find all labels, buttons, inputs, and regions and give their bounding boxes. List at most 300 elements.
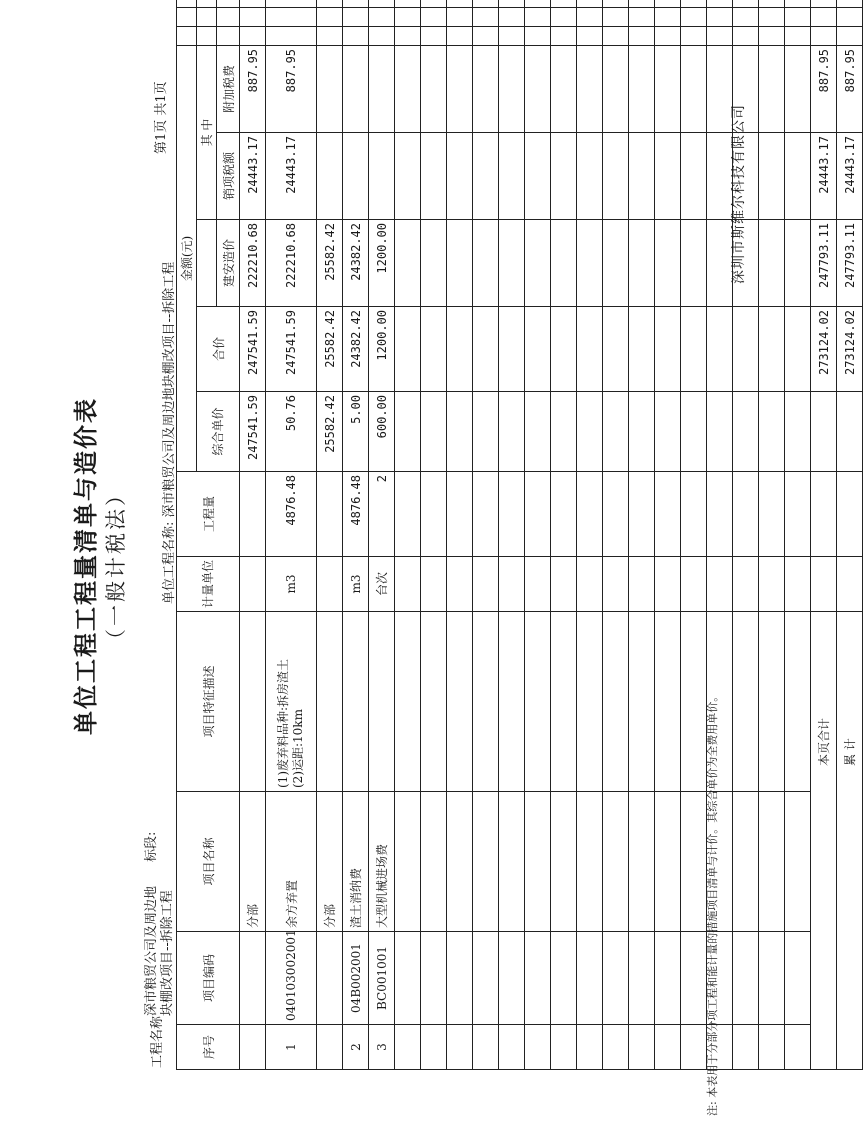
col-total: 合价 [197, 307, 240, 392]
blank-cell [681, 1025, 707, 1070]
blank-cell [197, 0, 217, 7]
blank-cell [473, 612, 499, 792]
blank-cell [629, 612, 655, 792]
blank-cell [525, 133, 551, 220]
blank-cell [629, 0, 655, 7]
cell-unit [317, 557, 343, 612]
cell-total: 247541.59 [266, 307, 317, 392]
blank-cell [837, 472, 863, 557]
blank-cell [655, 932, 681, 1025]
blank-cell [577, 392, 603, 472]
blank-cell [655, 792, 681, 932]
cell-desc [266, 612, 317, 792]
blank-cell [577, 45, 603, 132]
blank-cell [473, 1025, 499, 1070]
blank-cell [759, 1025, 785, 1070]
blank-cell [785, 472, 811, 557]
cell-code: 040103002001 [266, 932, 317, 1025]
blank-cell [603, 792, 629, 932]
blank-cell [421, 307, 447, 392]
blank-cell [577, 932, 603, 1025]
blank-cell [473, 26, 499, 45]
blank-cell [369, 7, 395, 26]
blank-cell [785, 0, 811, 7]
cell-build-cost: 24382.42 [343, 220, 369, 307]
desc-line: (2)运距:10km [291, 709, 305, 788]
blank-cell [603, 307, 629, 392]
blank-cell [603, 26, 629, 45]
table-row [343, 0, 369, 1070]
blank-cell [421, 0, 447, 7]
blank-row [525, 0, 551, 1070]
blank-cell [395, 0, 421, 7]
blank-cell [707, 307, 733, 392]
blank-cell [603, 472, 629, 557]
blank-cell [681, 392, 707, 472]
blank-cell [759, 220, 785, 307]
blank-cell [655, 392, 681, 472]
table-row [369, 0, 395, 1070]
cell-total: 24382.42 [343, 307, 369, 392]
page-total-row [811, 0, 837, 1070]
blank-cell [655, 612, 681, 792]
blank-cell [266, 26, 317, 45]
cell-unit: m3 [266, 557, 317, 612]
blank-cell [499, 0, 525, 7]
blank-cell [629, 307, 655, 392]
blank-row [629, 0, 655, 1070]
desc-line: (1)废弃料品种:拆房渣土 [276, 658, 290, 788]
header-row [177, 0, 197, 1070]
blank-cell [785, 7, 811, 26]
cell-total: 25582.42 [317, 307, 343, 392]
blank-cell [551, 612, 577, 792]
blank-cell [551, 932, 577, 1025]
blank-cell [343, 26, 369, 45]
table-footnote: 注: 本表用于分部分项工程和能计量的措施项目清单与计价。其综合单价为全费用单价。 [706, 690, 719, 1116]
blank-cell [733, 557, 759, 612]
blank-cell [577, 792, 603, 932]
blank-cell [759, 133, 785, 220]
col-unit: 计量单位 [177, 557, 240, 612]
cell-unit-price: 50.76 [266, 392, 317, 472]
blank-cell [217, 0, 240, 7]
blank-cell [603, 220, 629, 307]
blank-cell [603, 0, 629, 7]
blank-cell [240, 26, 266, 45]
blank-cell [655, 45, 681, 132]
blank-cell [759, 7, 785, 26]
blank-cell [785, 45, 811, 132]
col-of-which: 其 中 [197, 45, 217, 219]
blank-cell [551, 0, 577, 7]
blank-cell [395, 7, 421, 26]
project-name-line1: 深市粮贸公司及周边地 [144, 885, 159, 1016]
col-unit-price: 综合单价 [197, 392, 240, 472]
col-seq: 序号 [177, 1025, 240, 1070]
blank-cell [681, 472, 707, 557]
blank-cell [395, 792, 421, 932]
blank-cell [395, 1025, 421, 1070]
bill-of-quantities-table [176, 0, 863, 1070]
blank-cell [473, 220, 499, 307]
blank-cell [343, 0, 369, 7]
blank-cell [785, 133, 811, 220]
cell-build-cost: 25582.42 [317, 220, 343, 307]
blank-cell [629, 1025, 655, 1070]
blank-cell [217, 7, 240, 26]
cell-surcharge [369, 45, 395, 132]
cell-build-cost: 1200.00 [369, 220, 395, 307]
section-label: 标段: [144, 831, 159, 862]
blank-cell [837, 7, 863, 26]
blank-cell [629, 557, 655, 612]
blank-cell [447, 557, 473, 612]
blank-cell [629, 932, 655, 1025]
blank-cell [177, 0, 197, 7]
blank-row [395, 0, 421, 1070]
page-total-label [811, 612, 837, 1070]
blank-cell [240, 0, 266, 7]
cell-surcharge: 887.95 [240, 45, 266, 132]
blank-cell [447, 392, 473, 472]
blank-cell [603, 932, 629, 1025]
blank-cell [447, 7, 473, 26]
blank-cell [655, 133, 681, 220]
blank-cell [447, 26, 473, 45]
cumulative-output-tax: 24443.17 [837, 133, 863, 220]
blank-cell [499, 612, 525, 792]
col-surcharge: 附加税费 [217, 45, 240, 132]
col-build-cost: 建安造价 [217, 220, 240, 307]
blank-cell [551, 7, 577, 26]
blank-cell [421, 792, 447, 932]
blank-cell [266, 0, 317, 7]
cumulative-build-cost: 247793.11 [837, 220, 863, 307]
cell-total: 1200.00 [369, 307, 395, 392]
cell-seq [317, 1025, 343, 1070]
blank-cell [759, 26, 785, 45]
blank-cell [395, 932, 421, 1025]
blank-cell [525, 0, 551, 7]
blank-row [421, 0, 447, 1070]
blank-cell [603, 45, 629, 132]
blank-cell [525, 472, 551, 557]
blank-row [759, 0, 785, 1070]
cumulative-label [837, 612, 863, 1070]
blank-cell [785, 792, 811, 932]
blank-cell [733, 7, 759, 26]
blank-cell [421, 472, 447, 557]
blank-cell [655, 220, 681, 307]
blank-cell [217, 26, 240, 45]
col-output-tax: 销项税额 [217, 133, 240, 220]
blank-cell [473, 45, 499, 132]
blank-cell [551, 392, 577, 472]
blank-cell [473, 0, 499, 7]
blank-cell [197, 26, 217, 45]
cumulative-total-row [837, 0, 863, 1070]
cell-seq: 2 [343, 1025, 369, 1070]
blank-cell [785, 392, 811, 472]
cell-build-cost: 222210.68 [266, 220, 317, 307]
blank-cell [317, 26, 343, 45]
blank-cell [629, 792, 655, 932]
blank-cell [603, 1025, 629, 1070]
blank-cell [733, 792, 759, 932]
blank-cell [473, 557, 499, 612]
blank-row [473, 0, 499, 1070]
blank-cell [655, 307, 681, 392]
cumulative-surcharge: 887.95 [837, 45, 863, 132]
blank-cell [707, 7, 733, 26]
blank-cell [655, 557, 681, 612]
cell-qty [317, 472, 343, 557]
page-total-label-text: 本页合计 [817, 717, 831, 766]
blank-cell [629, 45, 655, 132]
page-total-surcharge: 887.95 [811, 45, 837, 132]
blank-cell [681, 612, 707, 792]
blank-cell [811, 26, 837, 45]
blank-cell [707, 557, 733, 612]
blank-cell [499, 932, 525, 1025]
blank-row [655, 0, 681, 1070]
blank-cell [577, 0, 603, 7]
blank-cell [577, 612, 603, 792]
blank-cell [629, 472, 655, 557]
blank-cell [473, 792, 499, 932]
blank-cell [447, 932, 473, 1025]
blank-cell [785, 307, 811, 392]
blank-cell [733, 392, 759, 472]
cell-desc [240, 612, 266, 792]
blank-cell [733, 472, 759, 557]
blank-cell [681, 220, 707, 307]
blank-cell [759, 307, 785, 392]
blank-cell [681, 307, 707, 392]
cell-qty: 2 [369, 472, 395, 557]
blank-cell [317, 0, 343, 7]
page-total-amount: 273124.02 [811, 307, 837, 392]
cell-build-cost: 222210.68 [240, 220, 266, 307]
blank-cell [395, 45, 421, 132]
blank-cell [759, 0, 785, 7]
blank-cell [197, 220, 217, 307]
blank-cell [240, 7, 266, 26]
blank-cell [785, 26, 811, 45]
cell-code [240, 932, 266, 1025]
blank-cell [525, 392, 551, 472]
blank-cell [473, 307, 499, 392]
cell-desc [317, 612, 343, 792]
blank-cell [266, 7, 317, 26]
blank-cell [785, 932, 811, 1025]
blank-cell [551, 307, 577, 392]
blank-cell [421, 1025, 447, 1070]
cell-seq: 1 [266, 1025, 317, 1070]
blank-cell [733, 307, 759, 392]
cell-unit-price: 247541.59 [240, 392, 266, 472]
blank-cell [197, 7, 217, 26]
blank-cell [603, 7, 629, 26]
blank-cell [525, 220, 551, 307]
cell-unit: 台次 [369, 557, 395, 612]
col-name: 项目名称 [177, 792, 240, 932]
cell-surcharge [317, 45, 343, 132]
blank-cell [655, 26, 681, 45]
page-total-output-tax: 24443.17 [811, 133, 837, 220]
blank-cell [525, 7, 551, 26]
cumulative-label-text: 累 计 [843, 738, 857, 766]
cell-total: 247541.59 [240, 307, 266, 392]
blank-cell [681, 557, 707, 612]
blank-cell [577, 1025, 603, 1070]
blank-cell [395, 220, 421, 307]
cell-unit [240, 557, 266, 612]
blank-row [785, 0, 811, 1070]
blank-cell [811, 392, 837, 472]
blank-cell [343, 7, 369, 26]
page-title: 单位工程工程量清单与造价表 [71, 397, 100, 735]
cell-unit-price: 600.00 [369, 392, 395, 472]
cell-seq [240, 1025, 266, 1070]
cell-unit: m3 [343, 557, 369, 612]
blank-cell [655, 0, 681, 7]
cell-output-tax [369, 133, 395, 220]
blank-cell [473, 133, 499, 220]
blank-cell [395, 307, 421, 392]
blank-cell [577, 26, 603, 45]
blank-cell [473, 932, 499, 1025]
blank-row [499, 0, 525, 1070]
col-desc: 项目特征描述 [177, 612, 240, 792]
col-code: 项目编码 [177, 932, 240, 1025]
blank-cell [707, 392, 733, 472]
blank-cell [733, 0, 759, 7]
blank-cell [837, 557, 863, 612]
blank-cell [499, 220, 525, 307]
cell-name: 分部 [240, 792, 266, 932]
cell-output-tax [317, 133, 343, 220]
page-subtitle: （一般计税法） [104, 482, 128, 650]
blank-cell [759, 45, 785, 132]
blank-cell [551, 45, 577, 132]
blank-cell [395, 133, 421, 220]
blank-cell [177, 7, 197, 26]
blank-cell [759, 932, 785, 1025]
blank-cell [603, 612, 629, 792]
project-name-label: 工程名称 [150, 1015, 165, 1068]
blank-cell [577, 133, 603, 220]
blank-cell [629, 7, 655, 26]
blank-cell [447, 220, 473, 307]
blank-cell [369, 0, 395, 7]
blank-cell [681, 932, 707, 1025]
page-total-build-cost: 247793.11 [811, 220, 837, 307]
blank-cell [525, 557, 551, 612]
blank-cell [177, 26, 197, 45]
blank-cell [421, 392, 447, 472]
blank-cell [525, 612, 551, 792]
blank-row [447, 0, 473, 1070]
blank-cell [785, 612, 811, 792]
blank-cell [577, 307, 603, 392]
blank-cell [499, 557, 525, 612]
cell-unit-price: 5.00 [343, 392, 369, 472]
blank-cell [707, 26, 733, 45]
blank-cell [707, 0, 733, 7]
cell-output-tax: 24443.17 [266, 133, 317, 220]
blank-cell [577, 220, 603, 307]
cell-qty [240, 472, 266, 557]
blank-cell [733, 1025, 759, 1070]
cell-code [317, 932, 343, 1025]
blank-row [551, 0, 577, 1070]
blank-cell [447, 792, 473, 932]
blank-cell [681, 0, 707, 7]
cell-code: 04B002001 [343, 932, 369, 1025]
cell-surcharge: 887.95 [266, 45, 317, 132]
cell-name: 余方弃置 [266, 792, 317, 932]
blank-cell [681, 133, 707, 220]
blank-row [577, 0, 603, 1070]
cell-desc [369, 612, 395, 792]
cell-name: 大型机械进场费 [369, 792, 395, 932]
blank-cell [603, 557, 629, 612]
blank-cell [499, 1025, 525, 1070]
cell-desc [343, 612, 369, 792]
blank-cell [499, 45, 525, 132]
table-row [317, 0, 343, 1070]
table-row [240, 0, 266, 1070]
blank-cell [525, 26, 551, 45]
blank-cell [785, 220, 811, 307]
cell-code: BC001001 [369, 932, 395, 1025]
blank-cell [551, 26, 577, 45]
blank-cell [499, 307, 525, 392]
blank-cell [551, 792, 577, 932]
blank-cell [447, 45, 473, 132]
blank-cell [733, 26, 759, 45]
blank-cell [603, 133, 629, 220]
blank-cell [811, 0, 837, 7]
blank-cell [785, 1025, 811, 1070]
blank-cell [317, 7, 343, 26]
col-amount-group: 金额(元) [177, 45, 197, 471]
blank-cell [577, 7, 603, 26]
page-number: 第1页 共1页 [154, 81, 169, 154]
blank-cell [473, 472, 499, 557]
blank-cell [525, 932, 551, 1025]
blank-cell [811, 472, 837, 557]
blank-row [603, 0, 629, 1070]
blank-row [681, 0, 707, 1070]
blank-cell [707, 472, 733, 557]
blank-cell [629, 392, 655, 472]
blank-cell [733, 932, 759, 1025]
blank-cell [785, 557, 811, 612]
blank-cell [473, 7, 499, 26]
blank-cell [681, 26, 707, 45]
blank-cell [837, 392, 863, 472]
cell-qty: 4876.48 [266, 472, 317, 557]
blank-cell [421, 932, 447, 1025]
blank-cell [395, 472, 421, 557]
blank-cell [395, 26, 421, 45]
blank-cell [525, 792, 551, 932]
blank-cell [629, 133, 655, 220]
blank-cell [759, 792, 785, 932]
